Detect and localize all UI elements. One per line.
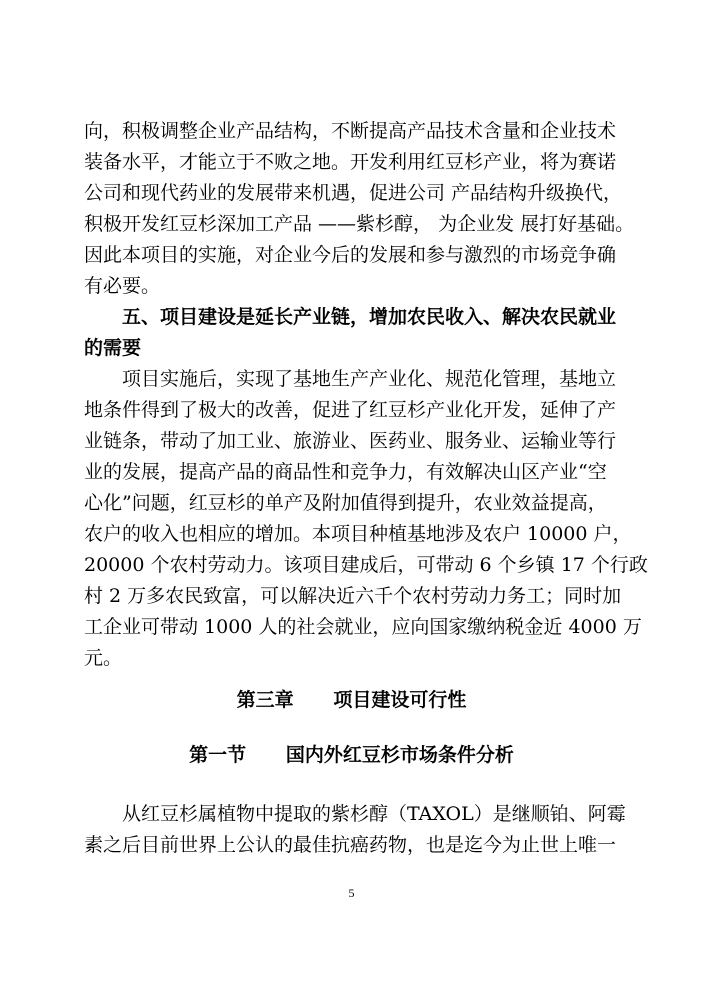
paragraph-line: 积极开发红豆杉深加工产品 ——紫杉醇， 为企业发 展打好基础。	[84, 213, 635, 235]
section-title-heading	[0, 745, 703, 765]
paragraph-line: 20000 个农村劳动力。该项目建成后，可带动 6 个乡镇 17 个行政	[84, 554, 648, 576]
paragraph-line: 心化”问题，红豆杉的单产及附加值得到提升，农业效益提高，	[84, 492, 607, 514]
paragraph-line: 有必要。	[84, 275, 161, 297]
paragraph-line: 从红豆杉属植物中提取的紫杉醇（TAXOL）是继顺铂、阿霉	[122, 803, 626, 825]
paragraph-line: 因此本项目的实施，对企业今后的发展和参与激烈的市场竞争确	[84, 244, 617, 266]
chapter-number: 第三章	[236, 689, 294, 711]
paragraph-line: 项目实施后，实现了基地生产产业化、规范化管理，基地立	[122, 368, 617, 390]
chapter-heading	[0, 690, 703, 710]
paragraph-line: 装备水平，才能立于不败之地。开发利用红豆杉产业，将为赛诺	[84, 151, 617, 173]
paragraph-line: 向，积极调整企业产品结构，不断提高产品技术含量和企业技术	[84, 120, 617, 142]
paragraph-line: 村 2 万多农民致富，可以解决近六千个农村劳动力务工；同时加	[84, 585, 622, 607]
section-heading: 五、项目建设是延长产业链，增加农民收入、解决农民就业	[122, 306, 617, 328]
paragraph-line: 农户的收入也相应的增加。本项目种植基地涉及农户 10000 户，	[84, 523, 632, 545]
section-number: 第一节	[189, 744, 247, 766]
paragraph-line: 素之后目前世界上公认的最佳抗癌药物，也是迄今为止世上唯一	[84, 834, 617, 856]
paragraph-line: 业链条，带动了加工业、旅游业、医药业、服务业、运输业等行	[84, 430, 617, 452]
paragraph-line: 业的发展，提高产品的商品性和竞争力，有效解决山区产业“空	[84, 461, 607, 483]
chapter-title: 项目建设可行性	[333, 689, 467, 711]
section-title: 国内外红豆杉市场条件分析	[285, 744, 514, 766]
paragraph-line: 公司和现代药业的发展带来机遇，促进公司 产品结构升级换代，	[84, 182, 623, 204]
paragraph-line: 工企业可带动 1000 人的社会就业，应向国家缴纳税金近 4000 万	[84, 616, 642, 638]
paragraph-line: 地条件得到了极大的改善，促进了红豆杉产业化开发，延伸了产	[84, 399, 617, 421]
paragraph-line: 元。	[84, 647, 123, 669]
section-heading-continuation: 的需要	[84, 337, 142, 359]
page-number: 5	[348, 886, 355, 900]
